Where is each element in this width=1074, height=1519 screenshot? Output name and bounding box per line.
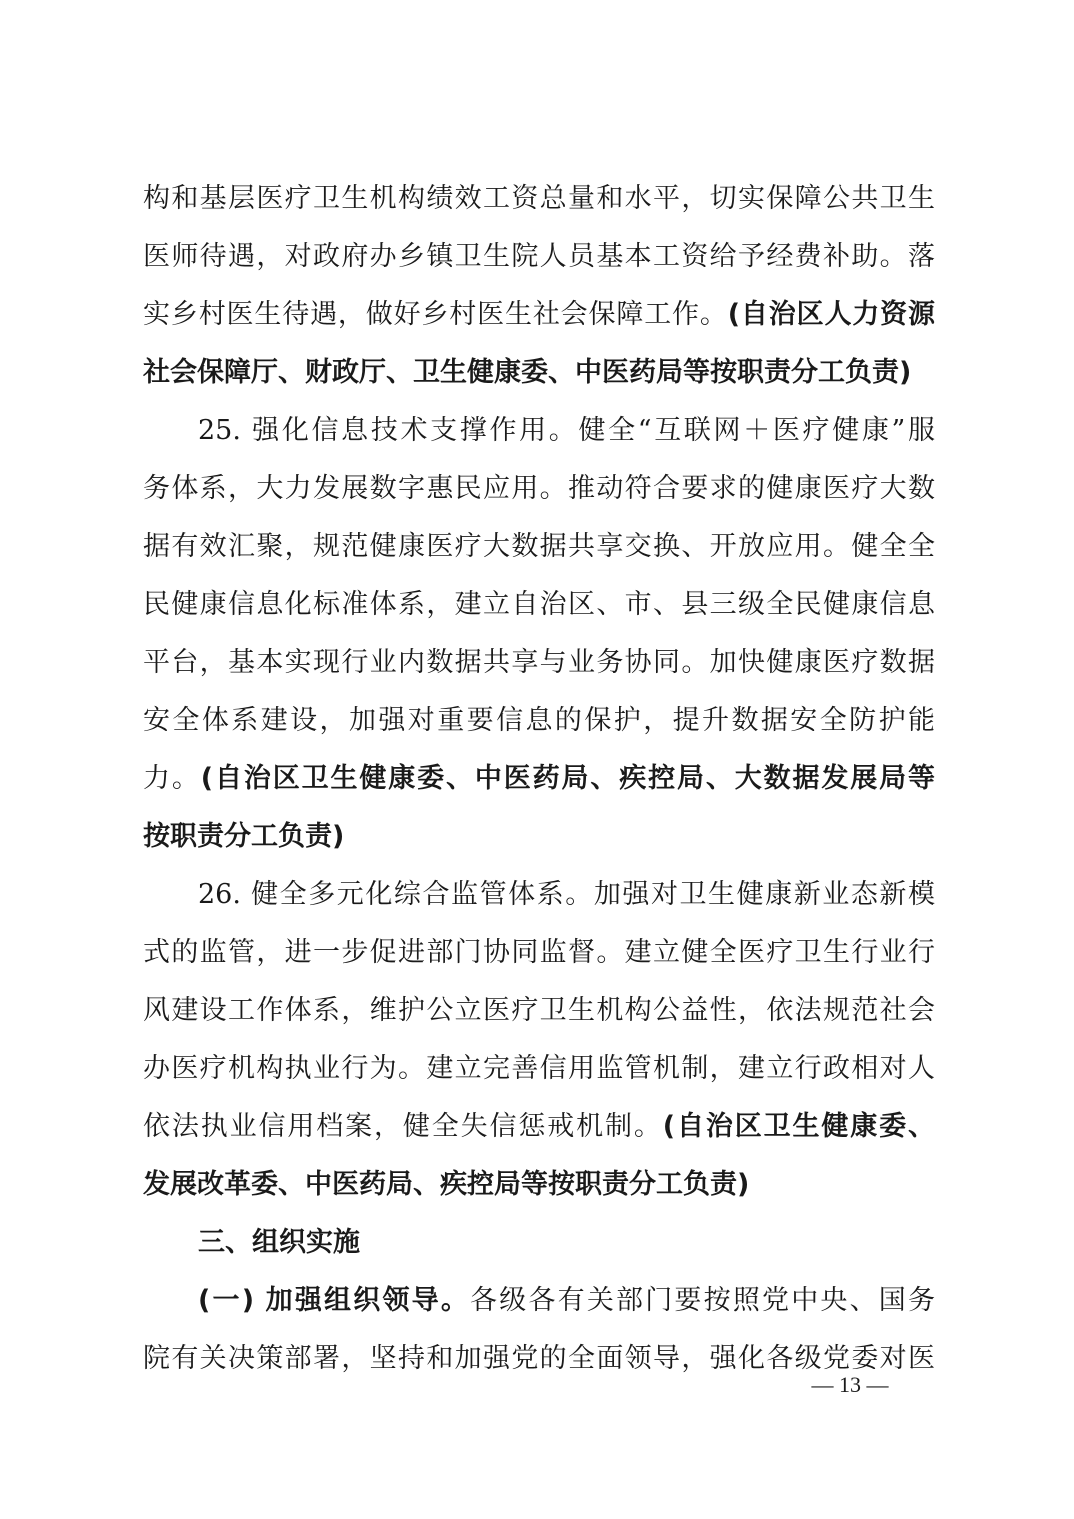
text-line [143, 1272, 935, 1330]
paragraph-text: 平台，基本实现行业内数据共享与业务协同。加快健康医疗数据 [143, 647, 935, 678]
paragraph-text: 构和基层医疗卫生机构绩效工资总量和水平，切实保障公共卫生 [143, 183, 935, 214]
paragraph-text: 办医疗机构执业行为。建立完善信用监管机制，建立行政相对人 [143, 1053, 935, 1084]
text-line [143, 866, 935, 924]
text-line [143, 1214, 935, 1272]
responsibility-note: 发展改革委、中医药局、疾控局等按职责分工负责) [143, 1169, 750, 1200]
responsibility-note: (自治区人力资源 [727, 299, 936, 330]
page-number: — 13 — [811, 1372, 889, 1397]
paragraph-text: 依法执业信用档案，健全失信惩戒机制。 [143, 1111, 663, 1142]
text-line [143, 402, 935, 460]
text-line [143, 634, 935, 692]
subsection-heading: (一) 加强组织领导。 [198, 1285, 471, 1316]
paragraph-text: 安全体系建设，加强对重要信息的保护，提升数据安全防护能 [143, 705, 935, 736]
paragraph-text: 务体系，大力发展数字惠民应用。推动符合要求的健康医疗大数 [143, 473, 935, 504]
section-heading: 三、组织实施 [198, 1227, 360, 1258]
paragraph-text: 力。 [143, 763, 201, 794]
paragraph-text: 院有关决策部署，坚持和加强党的全面领导，强化各级党委对医 [143, 1343, 935, 1374]
text-line [143, 228, 935, 286]
paragraph-text: 风建设工作体系，维护公立医疗卫生机构公益性，依法规范社会 [143, 995, 935, 1026]
text-line [143, 460, 935, 518]
paragraph-text: 实乡村医生待遇，做好乡村医生社会保障工作。 [143, 299, 728, 330]
item-26-text: 26. 健全多元化综合监管体系。加强对卫生健康新业态新模 [198, 879, 935, 910]
text-line [143, 1156, 935, 1214]
text-line [143, 170, 935, 228]
paragraph-text: 式的监管，进一步促进部门协同监督。建立健全医疗卫生行业行 [143, 937, 935, 968]
text-line [143, 750, 935, 808]
text-line [143, 518, 935, 576]
text-line [143, 982, 935, 1040]
responsibility-note: (自治区卫生健康委、 [662, 1111, 936, 1142]
paragraph-text: 民健康信息化标准体系，建立自治区、市、县三级全民健康信息 [143, 589, 935, 620]
text-line [143, 1098, 935, 1156]
document-body [143, 170, 935, 1388]
responsibility-note: (自治区卫生健康委、中医药局、疾控局、大数据发展局等 [200, 763, 936, 794]
text-line [143, 286, 935, 344]
paragraph-text: 据有效汇聚，规范健康医疗大数据共享交换、开放应用。健全全 [143, 531, 935, 562]
text-line [143, 692, 935, 750]
item-25-text: 25. 强化信息技术支撑作用。健全“互联网＋医疗健康”服 [198, 415, 935, 446]
text-line [143, 924, 935, 982]
responsibility-note: 按职责分工负责) [143, 821, 345, 852]
text-line [143, 576, 935, 634]
text-line [143, 1040, 935, 1098]
paragraph-text: 各级各有关部门要按照党中央、国务 [470, 1285, 935, 1316]
text-line [143, 808, 935, 866]
text-line [143, 344, 935, 402]
responsibility-note: 社会保障厅、财政厅、卫生健康委、中医药局等按职责分工负责) [143, 357, 912, 388]
paragraph-text: 医师待遇，对政府办乡镇卫生院人员基本工资给予经费补助。落 [143, 241, 935, 272]
